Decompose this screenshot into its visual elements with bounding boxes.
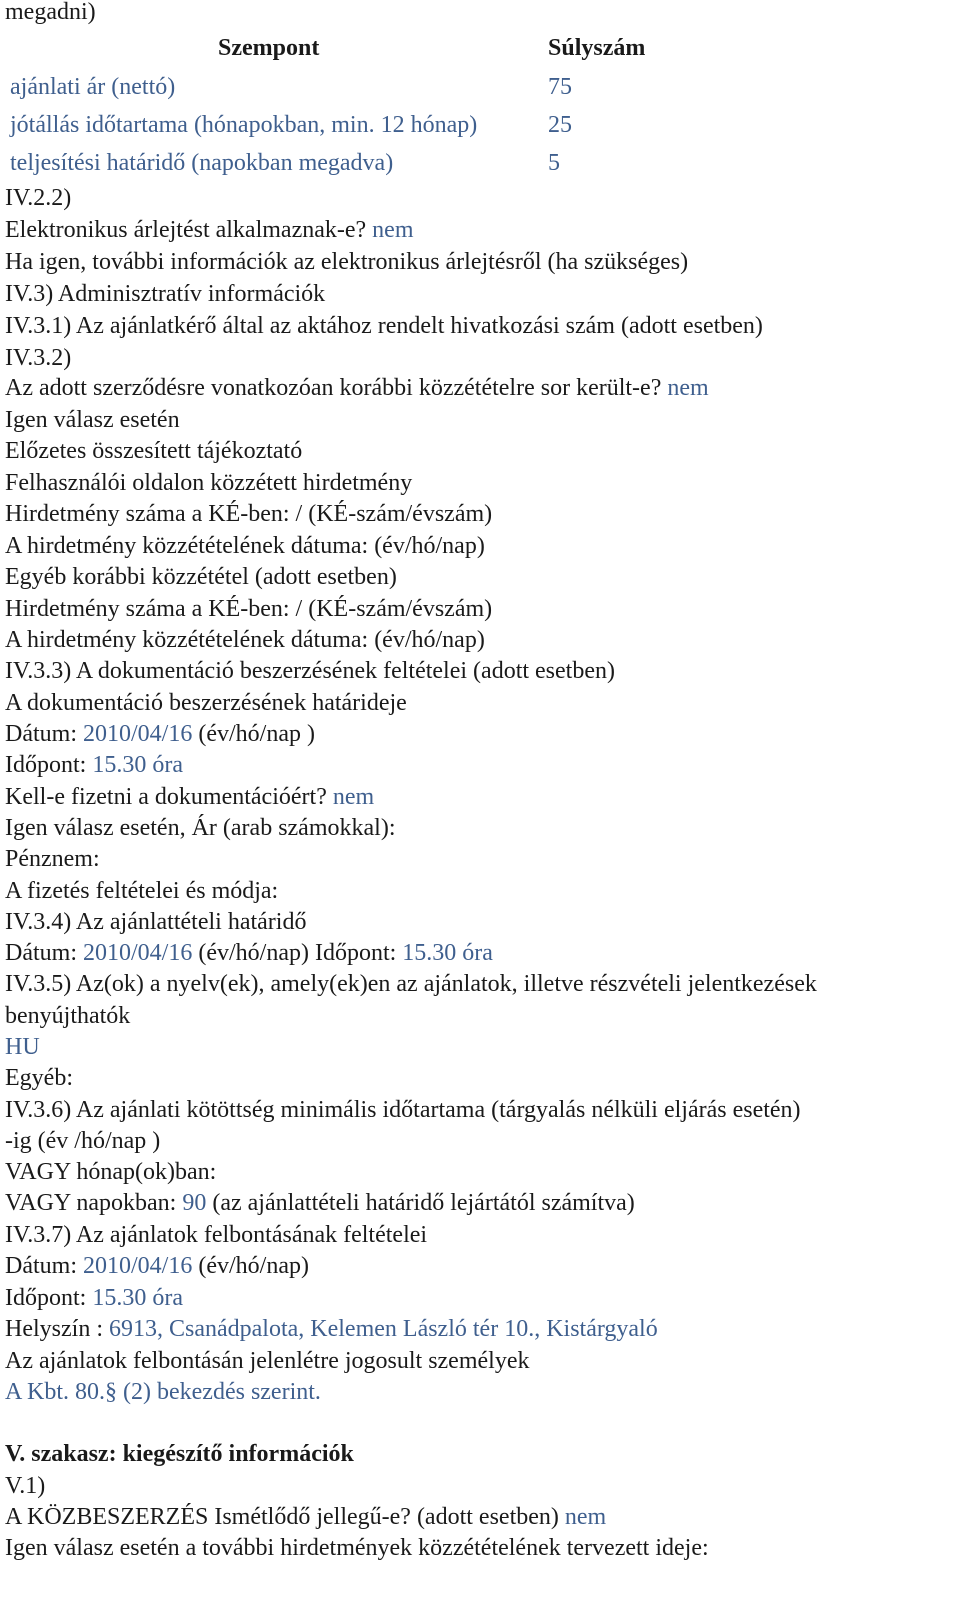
date-value: 2010/04/16 bbox=[83, 1253, 193, 1279]
text-line: Ha igen, további információk az elektronikus árlejtésről (ha szükséges) bbox=[5, 249, 689, 275]
location-value: 6913, Csanádpalota, Kelemen László tér 10., Kistárgyaló bbox=[108, 1316, 658, 1342]
label: VAGY napokban: bbox=[5, 1190, 177, 1216]
text-line: Hirdetmény száma a KÉ-ben: / (KÉ-szám/évszám) bbox=[5, 596, 493, 622]
text-line: Előzetes összesített tájékoztató bbox=[5, 438, 303, 464]
text-line: Felhasználói oldalon közzétett hirdetmény bbox=[5, 470, 413, 496]
section-heading: IV.3.3) A dokumentáció beszerzésének feltételei (adott esetben) bbox=[5, 658, 615, 684]
text-line: Egyéb: bbox=[5, 1065, 73, 1091]
text-line: A dokumentáció beszerzésének határideje bbox=[5, 690, 407, 716]
label: Időpont: bbox=[5, 1285, 87, 1311]
label: (az ajánlattételi határidő lejártától számítva) bbox=[212, 1190, 635, 1216]
criteria-header-weight: Súlyszám bbox=[548, 35, 646, 61]
text-line: benyújthatók bbox=[5, 1003, 131, 1029]
text-line: Pénznem: bbox=[5, 846, 100, 872]
date-value: 2010/04/16 bbox=[83, 940, 193, 966]
criteria-header-name: Szempont bbox=[218, 35, 320, 61]
text-line: Az ajánlatok felbontásán jelenlétre jogosult személyek bbox=[5, 1348, 530, 1374]
question-text: A KÖZBESZERZÉS Ismétlődő jellegű-e? (adott esetben) bbox=[5, 1504, 559, 1530]
section-heading: IV.3.6) Az ajánlati kötöttség minimális időtartama (tárgyalás nélküli eljárás esetén) bbox=[5, 1097, 801, 1123]
criterion-name: ajánlati ár (nettó) bbox=[10, 74, 176, 100]
language-value: HU bbox=[5, 1034, 40, 1060]
criterion-weight: 5 bbox=[548, 150, 560, 176]
text-line: Igen válasz esetén bbox=[5, 407, 180, 433]
days-value: 90 bbox=[182, 1190, 207, 1216]
location-line bbox=[5, 1313, 658, 1345]
label: (év/hó/nap) Időpont: bbox=[198, 940, 397, 966]
label: (év/hó/nap) bbox=[198, 1253, 309, 1279]
date-line bbox=[5, 937, 493, 969]
date-value: 2010/04/16 bbox=[83, 721, 193, 747]
text-line bbox=[5, 781, 374, 813]
label: Dátum: bbox=[5, 940, 77, 966]
date-line bbox=[5, 1250, 309, 1282]
section-heading: IV.3.5) Az(ok) a nyelv(ek), amely(ek)en az ajánlatok, illetve részvételi jelentkezések bbox=[5, 971, 817, 997]
question-text: Az adott szerződésre vonatkozóan korábbi közzétételre sor került-e? bbox=[5, 375, 662, 401]
text-line: Igen válasz esetén, Ár (arab számokkal): bbox=[5, 815, 396, 841]
label: Dátum: bbox=[5, 1253, 77, 1279]
criterion-weight: 25 bbox=[548, 112, 572, 138]
section-heading: V.1) bbox=[5, 1473, 46, 1499]
label: Helyszín : bbox=[5, 1316, 103, 1342]
text-line bbox=[5, 1187, 635, 1219]
text-line: Hirdetmény száma a KÉ-ben: / (KÉ-szám/évszám) bbox=[5, 501, 493, 527]
time-line bbox=[5, 749, 183, 781]
section-heading: IV.2.2) bbox=[5, 185, 72, 211]
text-line bbox=[5, 372, 709, 404]
text-line: A fizetés feltételei és módja: bbox=[5, 878, 279, 904]
time-line bbox=[5, 1282, 183, 1314]
label: Dátum: bbox=[5, 721, 77, 747]
section-heading: IV.3.1) Az ajánlatkérő által az aktához rendelt hivatkozási szám (adott esetben) bbox=[5, 313, 763, 339]
time-value: 15.30 óra bbox=[92, 752, 183, 778]
text-line: Igen válasz esetén a további hirdetmények közzétételének tervezett ideje: bbox=[5, 1535, 709, 1561]
text-line: VAGY hónap(ok)ban: bbox=[5, 1159, 217, 1185]
section-heading: IV.3.7) Az ajánlatok felbontásának feltételei bbox=[5, 1222, 428, 1248]
section-heading: IV.3.2) bbox=[5, 345, 72, 371]
answer-value: nem bbox=[667, 375, 709, 401]
time-value: 15.30 óra bbox=[402, 940, 493, 966]
answer-value: nem bbox=[332, 784, 375, 810]
time-value: 15.30 óra bbox=[92, 1285, 183, 1311]
criterion-name: jótállás időtartama (hónapokban, min. 12 hónap) bbox=[10, 112, 478, 138]
text-line: A hirdetmény közzétételének dátuma: (év/hó/nap) bbox=[5, 533, 485, 559]
question-text: Elektronikus árlejtést alkalmaznak-e? bbox=[5, 217, 367, 243]
date-line bbox=[5, 718, 315, 750]
answer-value: nem bbox=[372, 217, 414, 243]
text-line: -ig (év /hó/nap ) bbox=[5, 1128, 161, 1154]
answer-value: nem bbox=[564, 1504, 607, 1530]
section-heading: IV.3.4) Az ajánlattételi határidő bbox=[5, 909, 307, 935]
label: Időpont: bbox=[5, 752, 87, 778]
text-line: megadni) bbox=[5, 0, 96, 25]
text-line: Egyéb korábbi közzététel (adott esetben) bbox=[5, 564, 397, 590]
section-title: V. szakasz: kiegészítő információk bbox=[5, 1441, 354, 1467]
answer-value: A Kbt. 80.§ (2) bekezdés szerint. bbox=[5, 1379, 321, 1405]
criterion-name: teljesítési határidő (napokban megadva) bbox=[10, 150, 394, 176]
label: (év/hó/nap ) bbox=[198, 721, 315, 747]
text-line bbox=[5, 1501, 606, 1533]
criterion-weight: 75 bbox=[548, 74, 572, 100]
question-text: Kell-e fizetni a dokumentációért? bbox=[5, 784, 327, 810]
text-line bbox=[5, 214, 414, 246]
text-line: A hirdetmény közzétételének dátuma: (év/hó/nap) bbox=[5, 627, 485, 653]
section-heading: IV.3) Adminisztratív információk bbox=[5, 281, 326, 307]
